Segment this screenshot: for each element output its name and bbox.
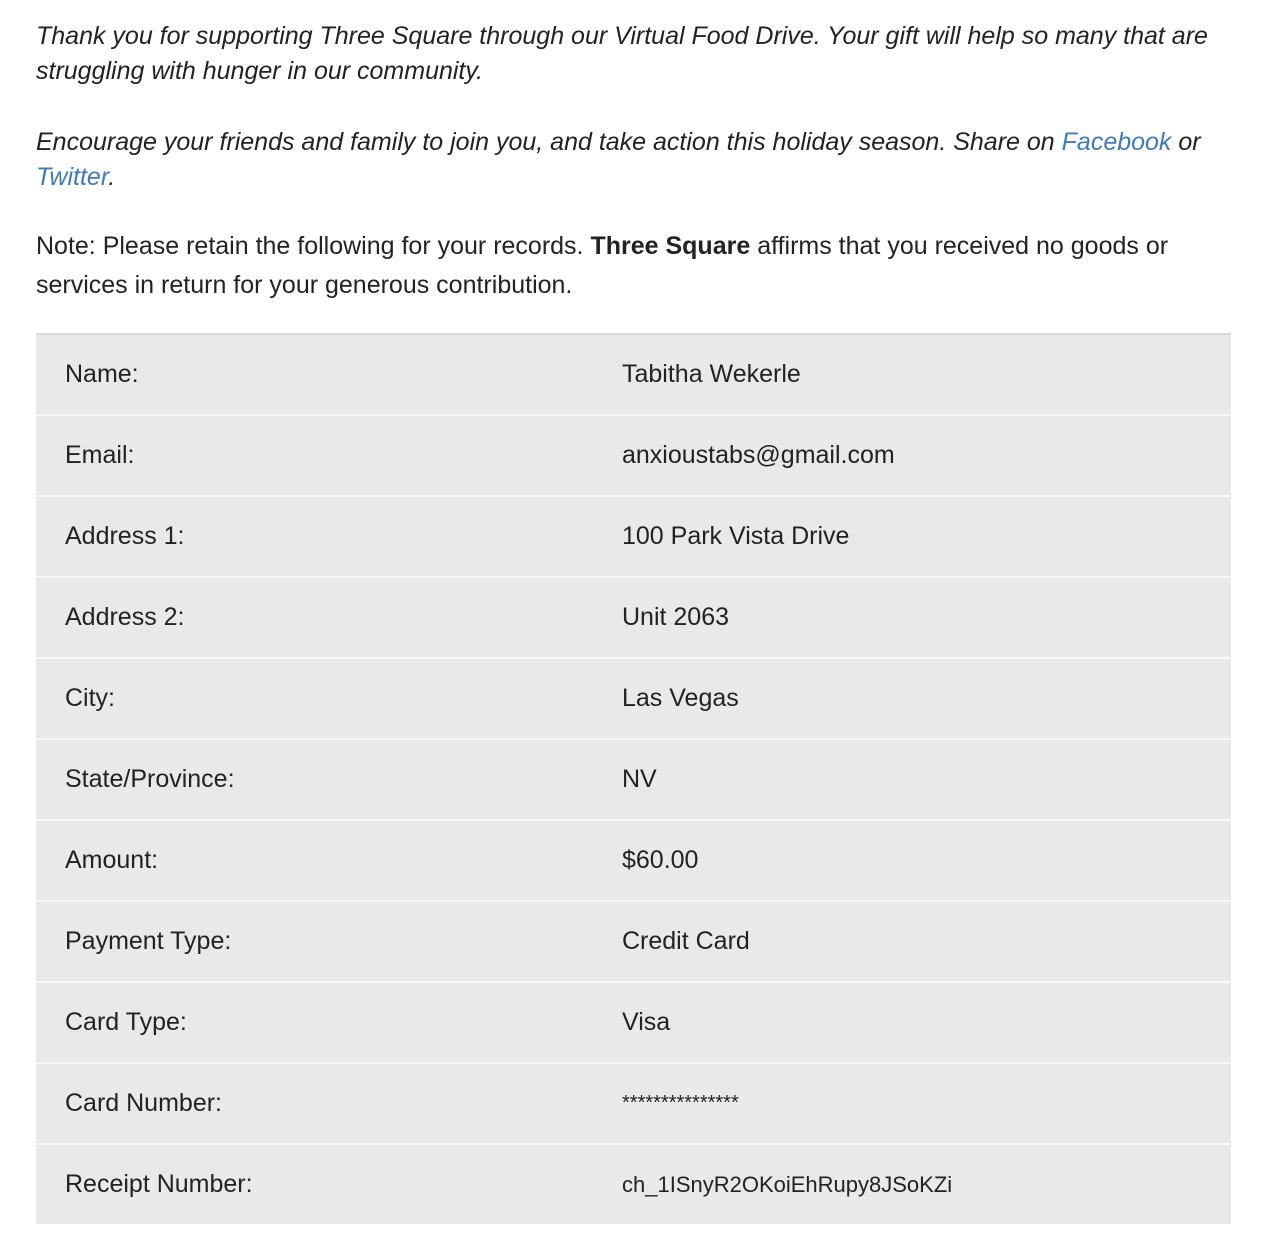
table-row: [36, 334, 1231, 415]
receipt-email-body: [36, 0, 1231, 1198]
share-message: [36, 125, 1231, 195]
row-label-state: State/Province:: [36, 739, 622, 820]
table-row: [36, 820, 1231, 901]
row-label-city: City:: [36, 658, 622, 739]
note-suffix: affirms that you received no goods or services in return for your generous contribution.: [36, 232, 1169, 299]
or-text: or: [1178, 128, 1201, 156]
table-row: [36, 415, 1231, 496]
table-row: [36, 982, 1231, 1063]
receipt-table: [36, 333, 1231, 1224]
table-row: [36, 1063, 1231, 1144]
row-value-card-type: Visa: [622, 982, 1231, 1063]
org-name: Three Square: [590, 232, 751, 260]
row-value-state: NV: [622, 739, 1231, 820]
table-row: [36, 739, 1231, 820]
facebook-link[interactable]: Facebook: [1061, 128, 1172, 156]
row-label-address-2: Address 2:: [36, 577, 622, 658]
twitter-link[interactable]: Twitter: [36, 163, 109, 191]
row-label-payment-type: Payment Type:: [36, 901, 622, 982]
table-row: [36, 901, 1231, 982]
thank-you-message: Thank you for supporting Three Square through our Virtual Food Drive. Your gift will help so many that are struggling with hunger in our community.: [36, 22, 1208, 85]
row-value-card-number: ***************: [622, 1063, 1231, 1144]
table-row: [36, 1144, 1231, 1224]
row-value-city: Las Vegas: [622, 658, 1231, 739]
share-period: .: [108, 163, 116, 191]
table-row: [36, 658, 1231, 739]
row-label-receipt-number: Receipt Number:: [65, 1170, 253, 1198]
row-value-amount: $60.00: [622, 820, 1231, 901]
tax-note: [36, 227, 1231, 305]
row-label-address-1: Address 1:: [36, 496, 622, 577]
row-value-payment-type: Credit Card: [622, 901, 1231, 982]
row-value-address-2: Unit 2063: [622, 577, 1231, 658]
row-label-card-number: Card Number:: [36, 1063, 622, 1144]
row-value-email: anxioustabs@gmail.com: [622, 415, 1231, 496]
row-label-name: Name:: [36, 334, 622, 415]
table-row: [36, 496, 1231, 577]
note-prefix: Note: Please retain the following for your records.: [36, 232, 584, 260]
row-label-card-type: Card Type:: [36, 982, 622, 1063]
row-value-name: Tabitha Wekerle: [622, 334, 1231, 415]
table-row: [36, 577, 1231, 658]
row-label-email: Email:: [36, 415, 622, 496]
row-value-address-1: 100 Park Vista Drive: [622, 496, 1231, 577]
row-value-receipt-number: ch_1ISnyR2OKoiEhRupy8JSoKZi: [622, 1171, 953, 1197]
row-label-amount: Amount:: [36, 820, 622, 901]
share-message-text: Encourage your friends and family to join you, and take action this holiday season. Share on: [36, 128, 1055, 156]
